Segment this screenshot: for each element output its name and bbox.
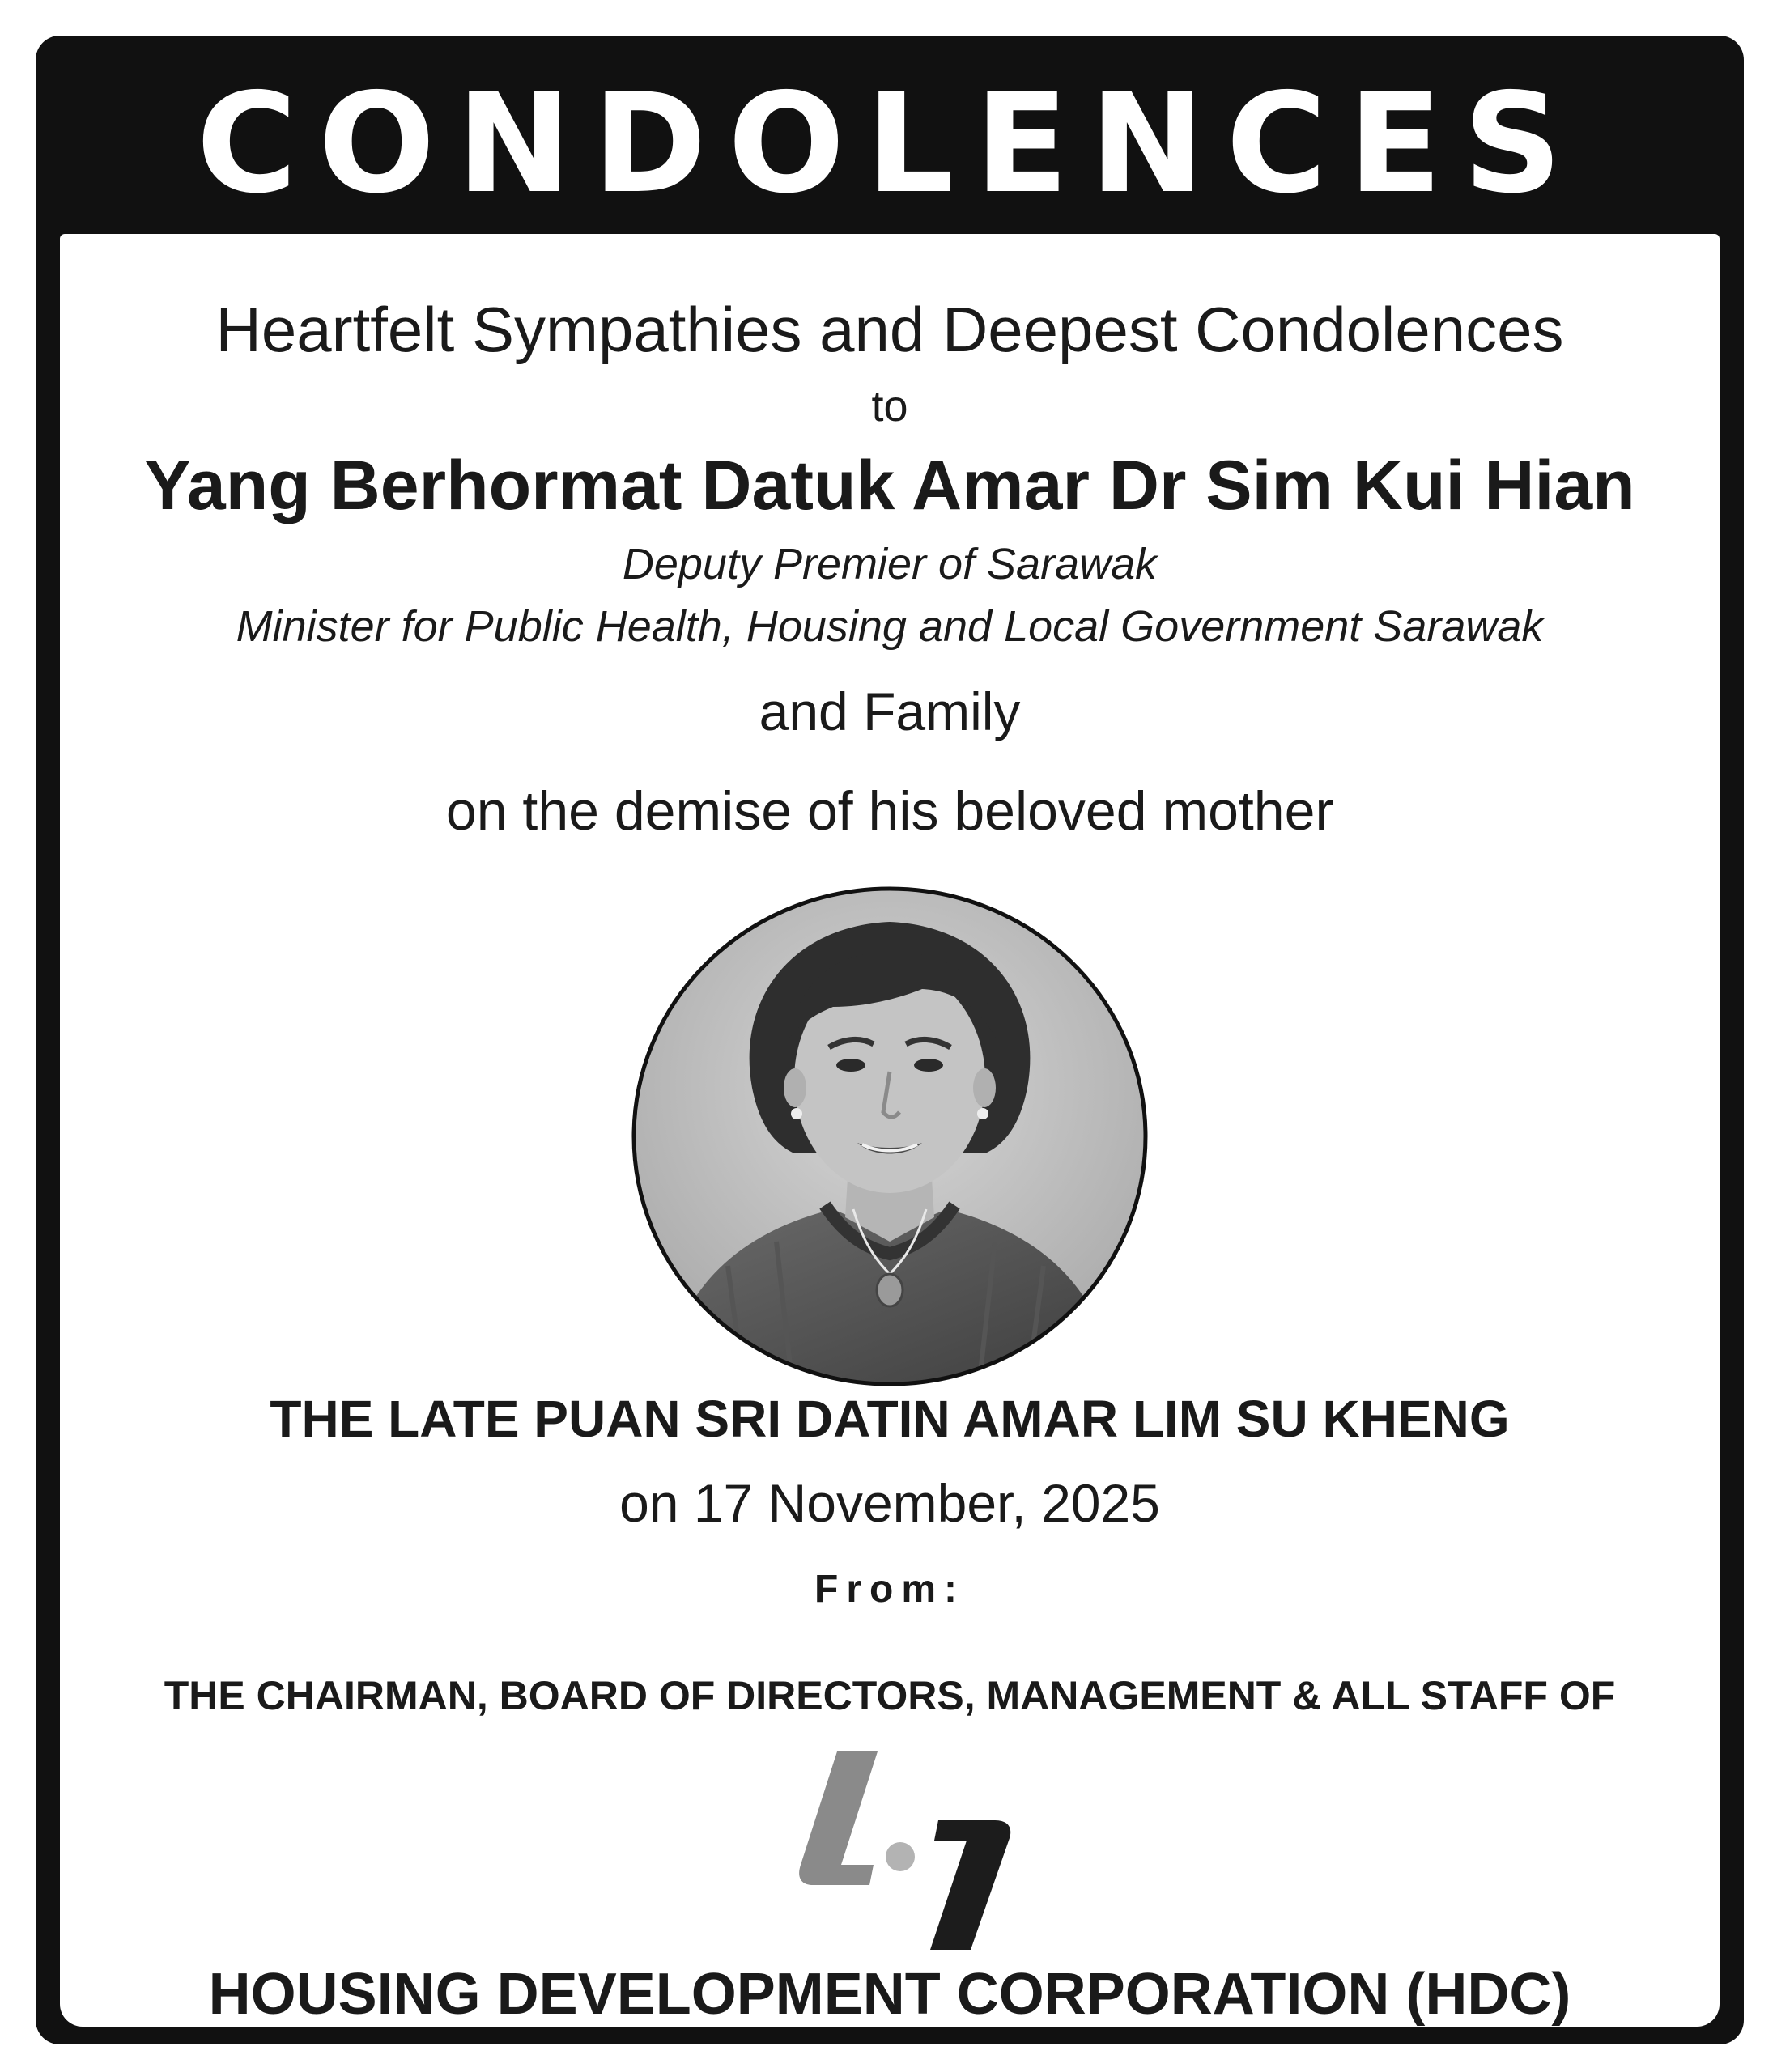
sympathy-line: Heartfelt Sympathies and Deepest Condolences [215, 294, 1564, 365]
sender-line: THE CHAIRMAN, BOARD OF DIRECTORS, MANAGEMENT & ALL STAFF OF [164, 1673, 1616, 1718]
notice-panel [60, 234, 1720, 2027]
from-label: From: [814, 1568, 965, 1611]
deceased-name: THE LATE PUAN SRI DATIN AMAR LIM SU KHENG [270, 1390, 1510, 1448]
organization-name: HOUSING DEVELOPMENT CORPORATION (HDC) [208, 1962, 1571, 2027]
family-line: and Family [759, 681, 1021, 741]
header-title: CONDOLENCES [196, 64, 1584, 224]
notice-frame [36, 36, 1744, 2044]
date-of-demise: on 17 November, 2025 [619, 1473, 1160, 1533]
to-line: to [871, 382, 908, 431]
recipient-title-deputy-premier: Deputy Premier of Sarawak [622, 540, 1158, 588]
demise-line: on the demise of his beloved mother [445, 780, 1334, 842]
recipient-name: Yang Berhormat Datuk Amar Dr Sim Kui Hian [144, 447, 1635, 524]
hdc-logo-icon [797, 1743, 1015, 1954]
recipient-title-minister: Minister for Public Health, Housing and Local Government Sarawak [236, 602, 1544, 651]
portrait-photo [631, 885, 1149, 1387]
